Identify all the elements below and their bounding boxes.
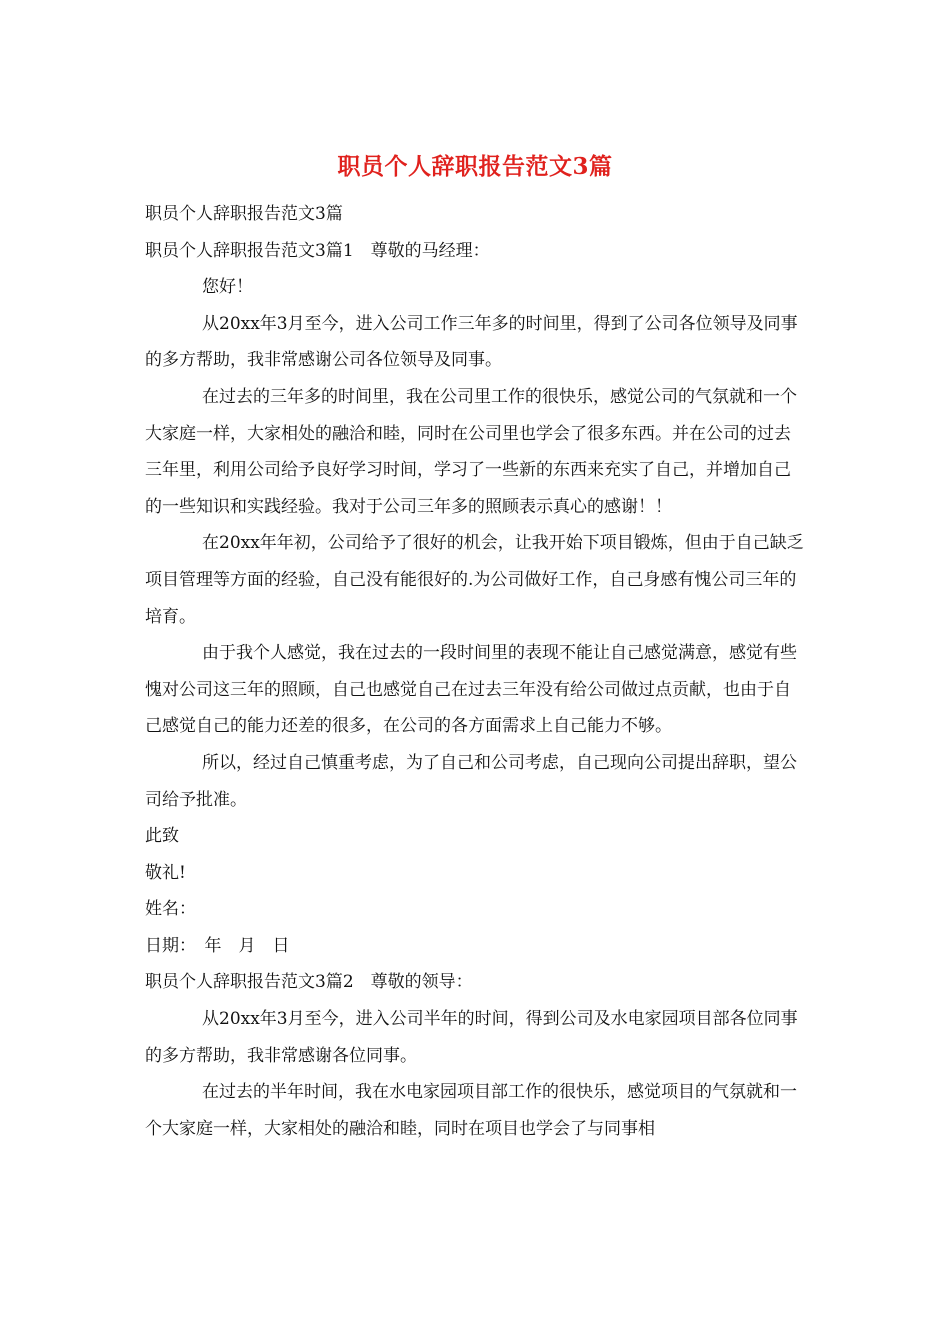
document-body: [145, 196, 805, 1147]
letter2-paragraph: 从20xx年3月至今，进入公司半年的时间，得到公司及水电家园项目部各位同事的多方帮助，我非常感谢各位同事。: [145, 1009, 798, 1066]
letter1-salute: 敬礼!: [145, 862, 186, 883]
letter1-date-label: 日期： 年 月 日: [145, 935, 290, 956]
letter1-closing: 此致: [145, 826, 179, 847]
letter1-paragraph: 从20xx年3月至今，进入公司工作三年多的时间里，得到了公司各位领导及同事的多方帮助，我非常感谢公司各位领导及同事。: [145, 313, 798, 371]
letter2-paragraph: 在过去的半年时间，我在水电家园项目部工作的很快乐，感觉项目的气氛就和一个大家庭一样，大家相处的融洽和睦，同时在项目也学会了与同事相: [145, 1082, 797, 1139]
letter1-name-label: 姓名：: [145, 899, 196, 920]
letter1-paragraph: 所以，经过自己慎重考虑，为了自己和公司考虑，自己现向公司提出辞职，望公司给予批准。: [145, 752, 797, 810]
letter1-heading: 职员个人辞职报告范文3篇1 尊敬的马经理：: [145, 240, 490, 261]
letter2-heading: 职员个人辞职报告范文3篇2 尊敬的领导：: [145, 972, 473, 993]
letter1-paragraph: 在过去的三年多的时间里，我在公司里工作的很快乐，感觉公司的气氛就和一个大家庭一样，大家相处的融洽和睦，同时在公司里也学会了很多东西。并在公司的过去三年里，利用公司给予良好学习时间，学习了一些新的东西来充实了自己，并增加自己的一些知识和实践经验。我对于公司三年多的照顾表示真心的感谢！！: [145, 386, 797, 517]
document-subtitle: 职员个人辞职报告范文3篇: [145, 204, 343, 224]
document-title: 职员个人辞职报告范文3篇: [337, 153, 613, 180]
letter1-paragraph: 在20xx年年初，公司给予了很好的机会，让我开始下项目锻炼，但由于自己缺乏项目管理等方面的经验，自己没有能很好的.为公司做好工作，自己身感有愧公司三年的培育。: [145, 533, 804, 627]
letter1-greeting: 您好！: [202, 277, 253, 298]
letter1-paragraph: 由于我个人感觉，我在过去的一段时间里的表现不能让自己感觉满意，感觉有些愧对公司这三年的照顾，自己也感觉自己在过去三年没有给公司做过点贡献，也由于自己感觉自己的能力还差的很多，在公司的各方面需求上自己能力不够。: [145, 643, 797, 737]
